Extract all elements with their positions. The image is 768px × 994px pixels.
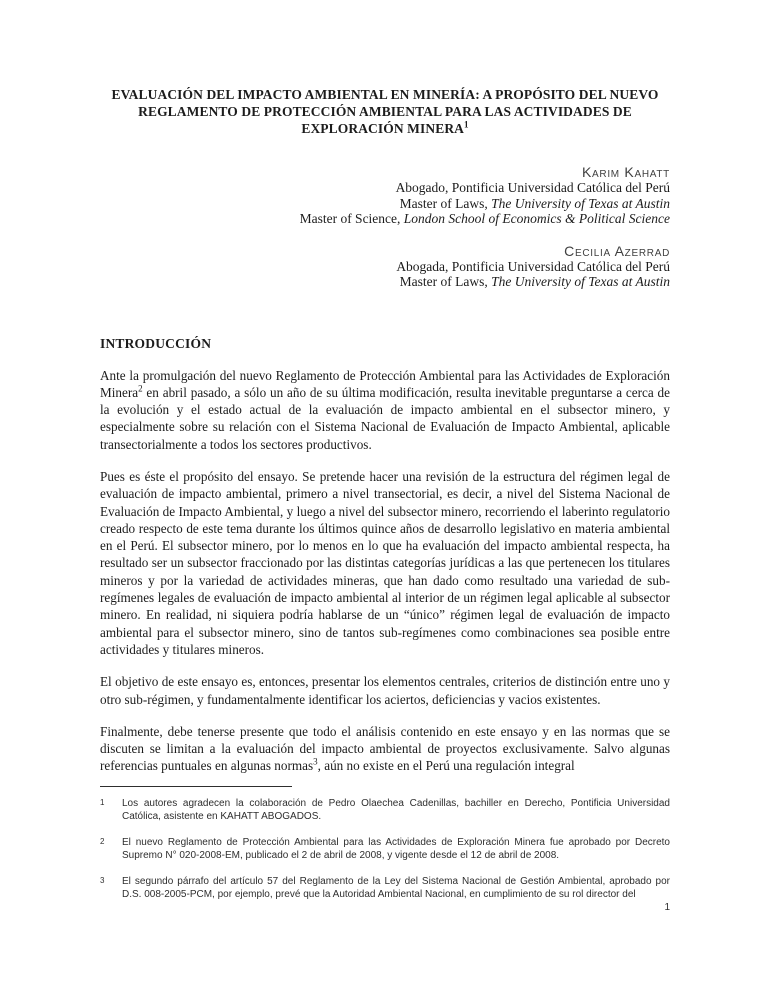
footnote-ref-3: 3 [313, 757, 318, 768]
paragraph-1: Ante la promulgación del nuevo Reglamento de Protección Ambiental para las Actividades de Exploración Minera$^2$ en abril pasado, a sólo un año de su última modificación, resulta inevitable preguntarse a cerca de la evolución y el estado actual de la evaluación de impacto ambiental en el subsector minero, y especialmente sobre su relación con el Sistema Nacional de Evaluación de Impacto Ambiental, aplicable transectorialmente a todos los sectores productivos. [100, 367, 670, 452]
author-credential: Abogado, Pontificia Universidad Católica del Perú [395, 180, 670, 195]
author-name: Cecilia Azerrad [564, 242, 670, 259]
footnote-2 [100, 836, 670, 862]
paper-title [100, 0, 670, 137]
author-block-karim-kahatt [100, 164, 670, 227]
footnote-text: Los autores agradecen la colaboración de Pedro Olaechea Cadenillas, bachiller en Derecho, Pontificia Universidad Católica, asistente en KAHATT ABOGADOS. [122, 798, 670, 822]
title-line-3: EXPLORACIÓN MINERA [301, 121, 465, 136]
footnote-text: El segundo párrafo del artículo 57 del Reglamento de la Ley del Sistema Nacional de Gestión Ambiental, aprobado por D.S. 008-2005-PCM, por ejemplo, prevé que la Autoridad Ambiental Nacional, en cumplimiento de su rol director del [122, 876, 670, 900]
footnote-area [100, 786, 670, 914]
footnote-ref-2: 2 [138, 383, 143, 394]
footnote-number: 1 [100, 798, 105, 807]
author-name: Karim Kahatt [581, 164, 670, 180]
title-line-2: REGLAMENTO DE PROTECCIÓN AMBIENTAL PARA LAS ACTIVIDADES DE [138, 104, 632, 119]
footnote-3 [100, 875, 670, 901]
author-block-cecilia-azerrad [100, 243, 670, 290]
author-credential: Master of Laws, The University of Texas at Austin [399, 195, 670, 211]
paragraph-3: El objetivo de este ensayo es, entonces, presentar los elementos centrales, criterios de distinción entre uno y otro sub-régimen, y fundamentalmente identificar los aciertos, deficiencias y vacios existentes. [100, 674, 670, 707]
title-footnote-ref: 1 [464, 119, 469, 130]
paragraph-2: Pues es éste el propósito del ensayo. Se pretende hacer una revisión de la estructura del régimen legal de evaluación de impacto ambiental, primero a nivel transectorial, es decir, a nivel del Sistema Nacional de Evaluación de Impacto Ambiental, y luego a nivel del subsector minero, recorriendo el laberinto regulatorio creado respecto de este tema durante los últimos quince años de desarrollo legislativo en materia ambiental en el Perú. El subsector minero, por lo menos en lo que ha evaluación del impacto ambiental respecta, ha resultado ser un subsector fraccionado por las distintas categorías jurídicas a las que pertenecen los titulares mineros y por la variedad de actividades mineras, que han dado como resultado una variedad de sub-regímenes legales de evaluación de impacto ambiental al interior de un régimen legal aplicable al subsector minero. En realidad, ni siquiera podría hablarse de un “único” régimen legal de evaluación de impacto ambiental para el subsector minero, sino de tantos sub-regímenes como combinaciones sea posible entre actividades y titulares mineros. [100, 468, 670, 657]
footnote-separator-rule [100, 786, 292, 787]
paragraph-4: Finalmente, debe tenerse presente que todo el análisis contenido en este ensayo y en las normas que se discuten se limitan a la evaluación del impacto ambiental de proyectos exclusivamente. Salvo algunas referencias puntuales en algunas normas$^3$, aún no existe en el Perú una regulación integral [100, 723, 670, 774]
section-heading-introduccion: INTRODUCCIÓN [100, 335, 212, 351]
author-credential: Master of Science, London School of Economics & Political Science [299, 211, 670, 226]
footnote-text: El nuevo Reglamento de Protección Ambiental para las Actividades de Exploración Minera fue aprobado por Decreto Supremo N° 020-2008-EM, publicado el 2 de abril de 2008, y vigente desde el 12 de abril de 2008. [122, 837, 670, 861]
author-credential: Master of Laws, The University of Texas at Austin [399, 274, 670, 289]
footnote-1 [100, 797, 670, 823]
page-number: 1 [664, 902, 670, 913]
title-line-1: EVALUACIÓN DEL IMPACTO AMBIENTAL EN MINERÍA: A PROPÓSITO DEL NUEVO [111, 87, 659, 102]
footnote-number: 2 [100, 837, 105, 846]
footnote-number: 3 [100, 876, 105, 885]
author-credential: Abogada, Pontificia Universidad Católica del Perú [396, 258, 670, 274]
